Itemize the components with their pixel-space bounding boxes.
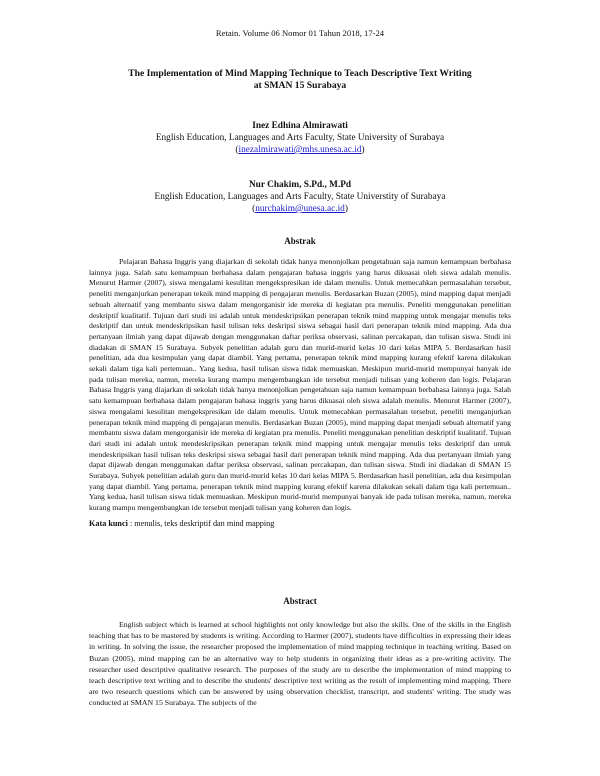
keywords-label: Kata kunci	[89, 519, 128, 528]
author-name: Nur Chakim, S.Pd., M.Pd	[248, 180, 352, 190]
keywords-text: : menulis, teks deskriptif dan mind mapping	[129, 519, 275, 528]
paper-title	[95, 68, 505, 92]
author-affiliation: English Education, Languages and Arts Faculty, State Universtity of Surabaya	[154, 192, 446, 202]
author-affiliation: English Education, Languages and Arts Faculty, State University of Surabaya	[155, 133, 445, 143]
abstract-body: English subject which is learned at school highlights not only knowledge but also the skills. One of the skills in the English teaching that has to be mastered by students is writing. According to Harmer (2007), students have difficulties in expressing their ideas in writing. In solving the issue, the researcher proposed the implementation of mind mapping technique in teaching writing. Based on Buzan (2005), mind mapping can be an alternative way to help students in organizing their ideas as a pre-writing activity. The researcher used descriptive qualitative research. The purposes of the study are to describe the implementation of mind mapping to teach descriptive text writing and to describe the students' descriptive text writing as the result of implementing mind mapping. There are two research questions which can be answered by using observation checklist, transcript, and students' writing. The study was conducted at SMAN 15 Surabaya. The subjects of the	[89, 620, 511, 708]
paper-title-line-2: at SMAN 15 Surabaya	[253, 80, 347, 91]
author-email-line: (nurchakim@unesa.ac.id)	[252, 204, 348, 214]
author-email-link[interactable]: inezalmirawati@mhs.unesa.ac.id	[238, 145, 362, 155]
author-email-line: (inezalmirawati@mhs.unesa.ac.id)	[235, 145, 365, 155]
author-name: Inez Edhina Almirawati	[252, 121, 348, 131]
keywords-line	[89, 519, 274, 528]
author-block-1	[60, 120, 540, 156]
abstrak-body: Pelajaran Bahasa Inggris yang diajarkan di sekolah tidak hanya menonjolkan pengetahuan saja namun kemampuan berbahasa lainnya juga. Salah satu kemampuan berbahasa dalam pengajaran bahasa inggris yang harus dikuasai oleh siswa adalah menulis. Menurut Harmer (2007), siswa mengalami kesulitan mengekspresikan ide dalam menulis. Untuk memecahkan permasalahan tersebut, peneliti menganjurkan penerapan teknik mind mapping di pengajaran menulis. Berdasarkan Buzan (2005), mind mapping dapat menjadi sebuah alternatif yang membantu siswa dalam mengorganisir ide mereka di kegiatan pra menulis. Peneliti menggunakan penelitian deskriptif kualitatif. Tujuan dari studi ini adalah untuk mendeskripsikan penerapan teknik mind mapping untuk mengajar menulis teks deskriptif dan untuk mendeskripsikan hasil tulisan teks deskripsi siswa sebagai hasil dari penerapan teknik mind mapping. Ada dua pertanyaan ilmiah yang dapat dijawab dengan menggunakan daftar periksa observasi, salinan percakapan, dan tulisan siswa. Studi ini diadakan di SMAN 15 Surabaya. Subyek penelitian adalah guru dan murid-murid kelas 10 dari kelas MIPA 5. Berdasarkan hasil penelitian, ada dua kesimpulan yang dapat diambil. Yang pertama, penerapan teknik mind mapping kurang efektif karena dilakukan sekali dalam tiga kali pertemuan.. Yang kedua, hasil tulisan siswa tidak memuaskan. Meskipun murid-murid mempunyai banyak ide pada tulisan mereka, namun, mereka kurang mampu mengembangkan ide tersebut menjadi tulisan yang koheren dan logis. Pelajaran Bahasa Inggris yang diajarkan di sekolah tidak hanya menonjolkan pengetahuan saja namun kemampuan berbahasa lainnya juga. Salah satu kemampuan berbahasa dalam pengajaran bahasa inggris yang harus dikuasai oleh siswa adalah menulis. Menurut Harmer (2007), siswa mengalami kesulitan mengekspresikan ide dalam menulis. Untuk memecahkan permasalahan tersebut, peneliti menganjurkan penerapan teknik mind mapping di pengajaran menulis. Berdasarkan Buzan (2005), mind mapping dapat menjadi sebuah alternatif yang membantu siswa dalam mengorganisir ide mereka di kegiatan pra menulis. Peneliti menggunakan penelitian deskriptif kualitatif. Tujuan dari studi ini adalah untuk mendeskripsikan penerapan teknik mind mapping untuk mengajar menulis teks deskriptif dan untuk mendeskripsikan hasil tulisan teks deskripsi siswa sebagai hasil dari penerapan teknik mind mapping. Ada dua pertanyaan ilmiah yang dapat dijawab dengan menggunakan daftar periksa observasi, salinan percakapan, dan tulisan siswa. Studi ini diadakan di SMAN 15 Surabaya. Subyek penelitian adalah guru dan murid-murid kelas 10 dari kelas MIPA 5. Berdasarkan hasil penelitian, ada dua kesimpulan yang dapat diambil. Yang pertama, penerapan teknik mind mapping kurang efektif karena dilakukan sekali dalam tiga kali pertemuan.. Yang kedua, hasil tulisan siswa tidak memuaskan. Meskipun murid-murid mempunyai banyak ide pada tulisan mereka, namun, mereka kurang mampu mengembangkan ide tersebut menjadi tulisan yang koheren dan logis.	[89, 257, 511, 513]
running-header: Retain. Volume 06 Nomor 01 Tahun 2018, 17-24	[215, 28, 385, 38]
abstrak-heading: Abstrak	[284, 236, 316, 246]
author-block-2	[60, 179, 540, 215]
paper-title-line-1: The Implementation of Mind Mapping Technique to Teach Descriptive Text Writing	[128, 68, 472, 79]
author-email-link[interactable]: nurchakim@unesa.ac.id	[255, 204, 345, 214]
abstract-heading: Abstract	[283, 596, 317, 606]
